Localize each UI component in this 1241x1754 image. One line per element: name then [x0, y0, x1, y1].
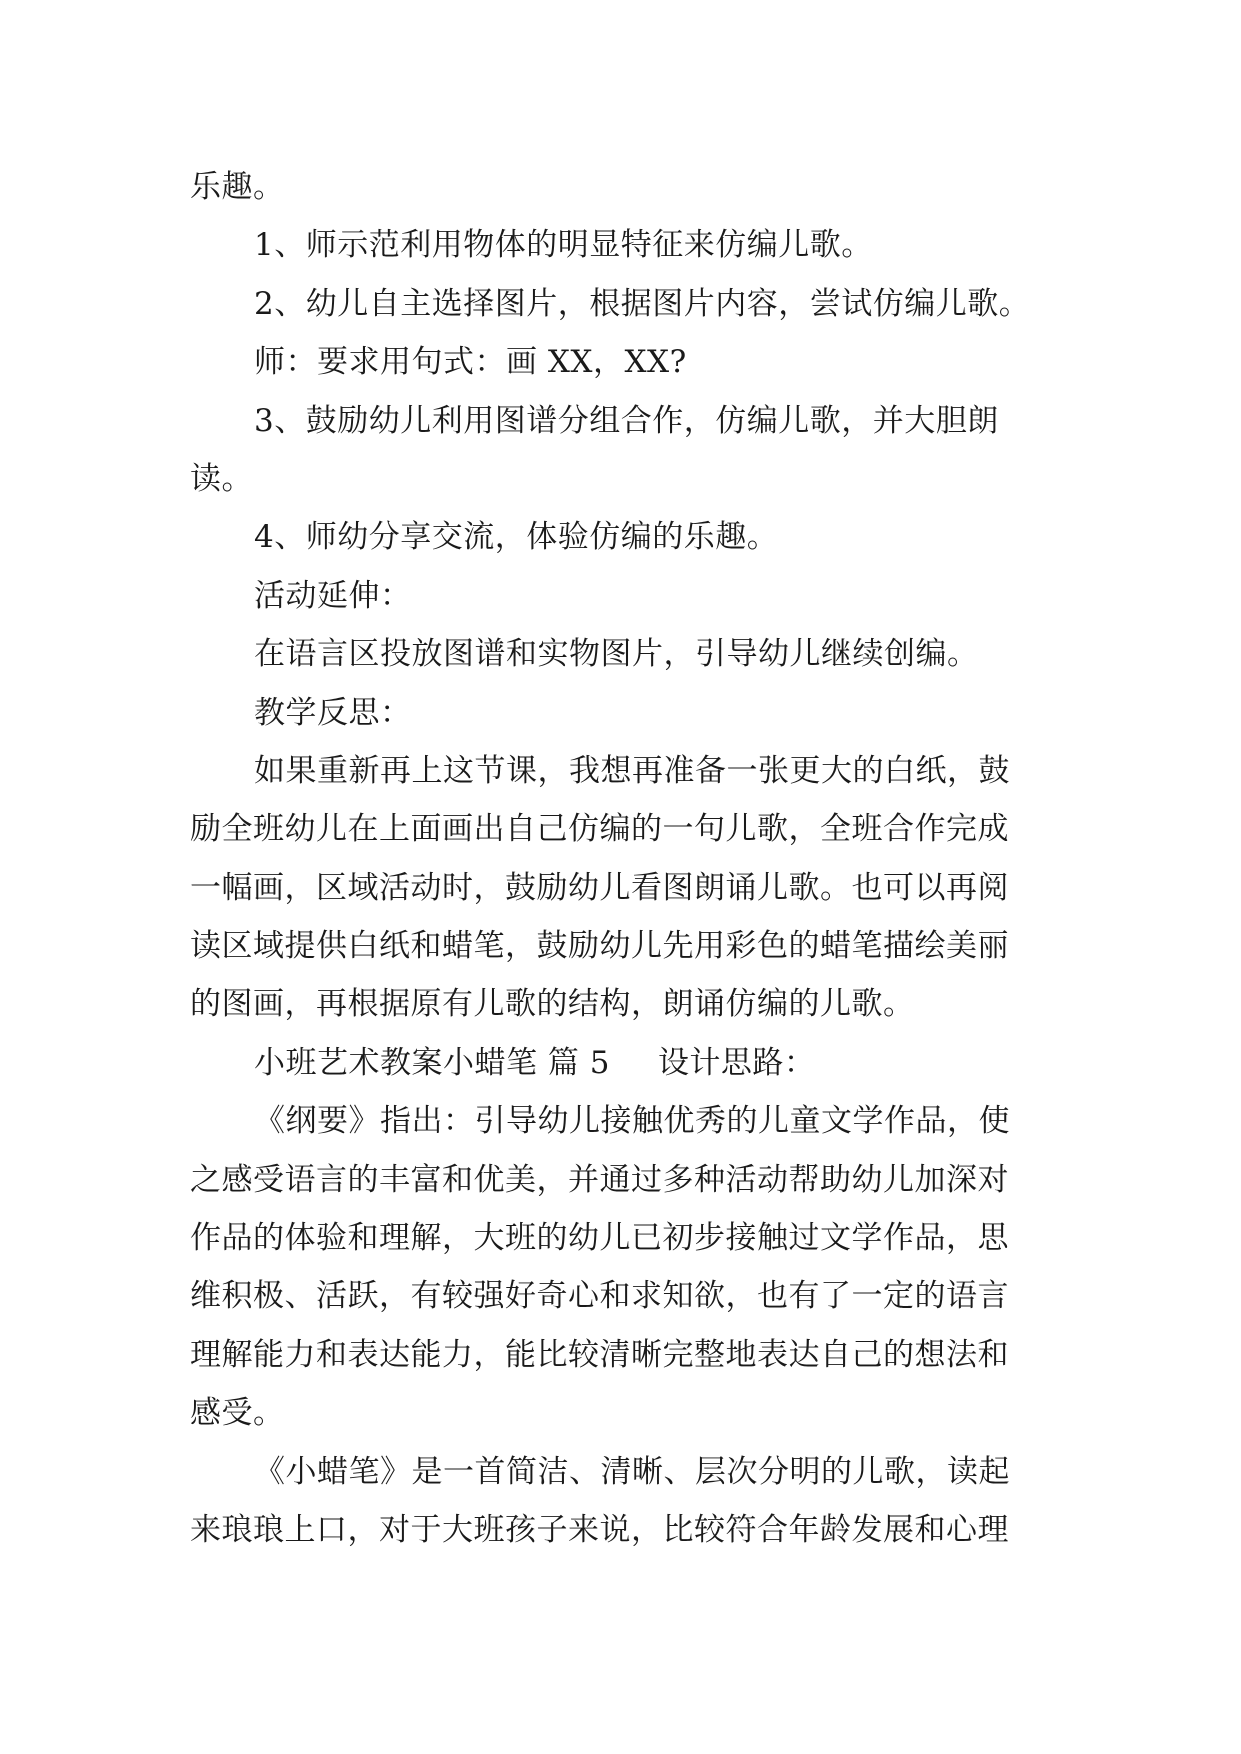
paragraph-line: 维积极、活跃，有较强好奇心和求知欲，也有了一定的语言	[190, 1278, 1009, 1315]
section-heading-line	[190, 1034, 1062, 1092]
paragraph-line: 之感受语言的丰富和优美，并通过多种活动帮助幼儿加深对	[190, 1161, 1009, 1198]
paragraph-line: 2、幼儿自主选择图片，根据图片内容，尝试仿编儿歌。	[254, 285, 1031, 322]
paragraph-line: 作品的体验和理解，大班的幼儿已初步接触过文学作品，思	[190, 1220, 1009, 1257]
paragraph-line: 教学反思：	[254, 694, 412, 731]
paragraph-line: 读。	[190, 460, 253, 497]
section-heading: 小班艺术教案小蜡笔 篇 5	[254, 1044, 610, 1081]
paragraph-line: 1、师示范利用物体的明显特征来仿编儿歌。	[254, 227, 873, 264]
paragraph-line: 励全班幼儿在上面画出自己仿编的一句儿歌，全班合作完成	[190, 811, 1009, 848]
document-body	[190, 158, 1062, 1559]
paragraph-line: 感受。	[190, 1395, 285, 1432]
paragraph-line: 在语言区投放图谱和实物图片，引导幼儿继续创编。	[254, 636, 979, 673]
section-subheading: 设计思路：	[657, 1044, 816, 1081]
paragraph-line: 乐趣。	[190, 169, 285, 205]
paragraph-line: 师：要求用句式：画 XX，XX?	[254, 344, 687, 381]
paragraph-line: 的图画，再根据原有儿歌的结构，朗诵仿编的儿歌。	[190, 986, 915, 1023]
paragraph-line: 《小蜡笔》是一首简洁、清晰、层次分明的儿歌，读起	[254, 1453, 1010, 1490]
paragraph-line: 如果重新再上这节课，我想再准备一张更大的白纸，鼓	[254, 752, 1010, 789]
paragraph-line: 读区域提供白纸和蜡笔，鼓励幼儿先用彩色的蜡笔描绘美丽	[190, 928, 1009, 965]
paragraph-line: 一幅画，区域活动时，鼓励幼儿看图朗诵儿歌。也可以再阅	[190, 869, 1009, 906]
paragraph-line: 3、鼓励幼儿利用图谱分组合作，仿编儿歌，并大胆朗	[254, 402, 999, 439]
paragraph-line: 活动延伸：	[254, 577, 412, 614]
paragraph-line: 理解能力和表达能力，能比较清晰完整地表达自己的想法和	[190, 1336, 1009, 1373]
paragraph-line: 《纲要》指出：引导幼儿接触优秀的儿童文学作品，使	[254, 1103, 1010, 1140]
paragraph-line: 4、师幼分享交流，体验仿编的乐趣。	[254, 519, 779, 556]
paragraph-line: 来琅琅上口，对于大班孩子来说，比较符合年龄发展和心理	[190, 1511, 1009, 1548]
